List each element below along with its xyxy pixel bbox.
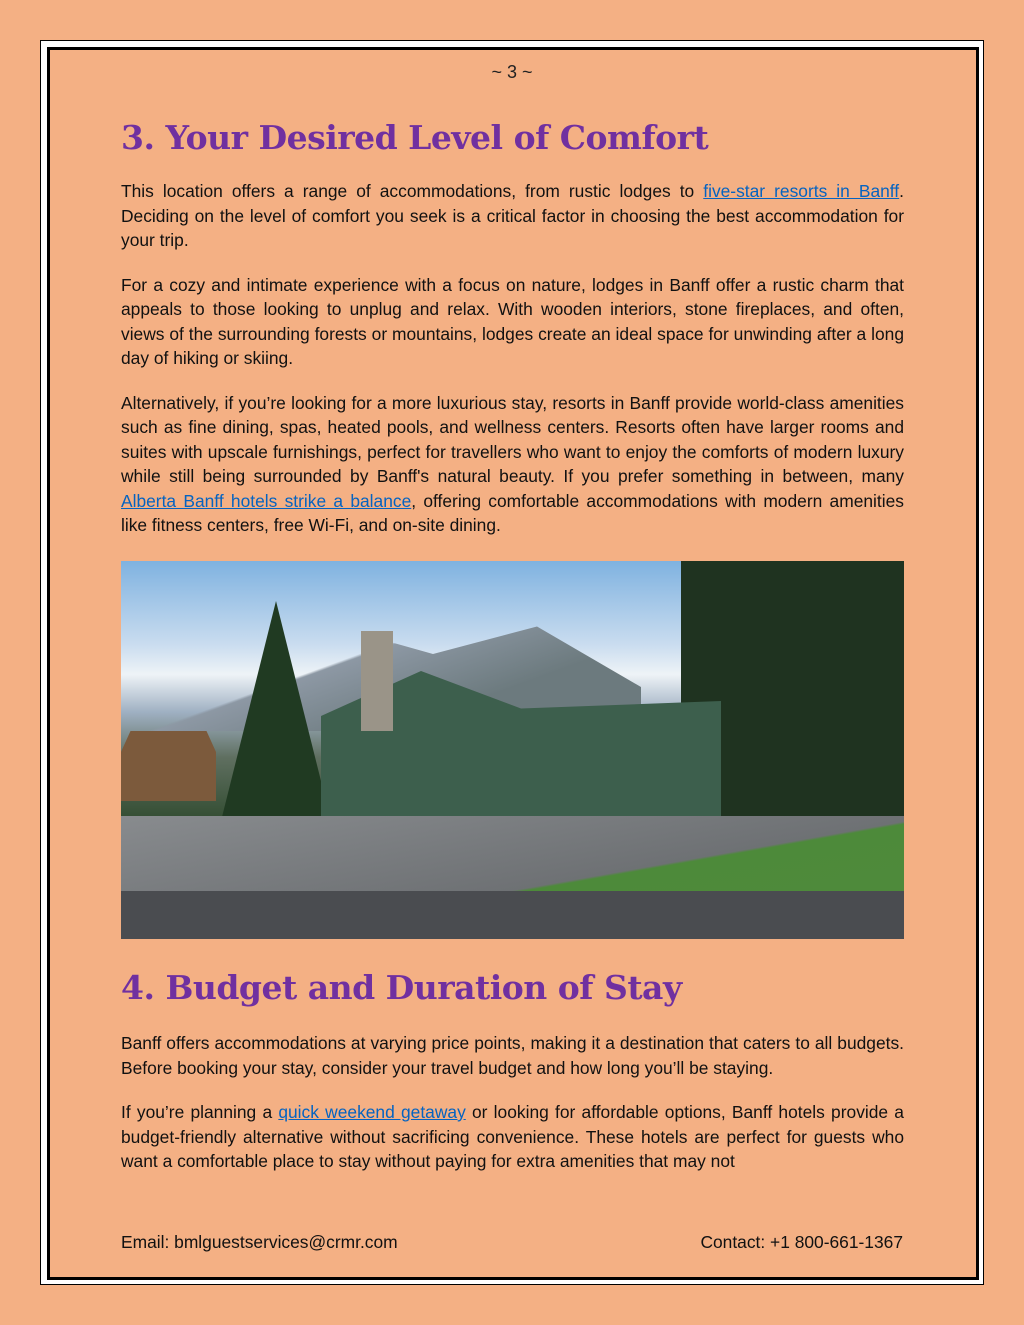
five-star-resorts-link[interactable]: five-star resorts in Banff xyxy=(703,181,900,201)
text: . Deciding on the level of comfort you seek is a critical factor in choosing the best accommodation for your trip. xyxy=(121,181,904,250)
footer-email: Email: bmlguestservices@crmr.com xyxy=(121,1232,398,1252)
section-3-paragraph-3 xyxy=(121,391,904,538)
section-4-paragraph-2 xyxy=(121,1100,904,1174)
text: , offering comfortable accommodations with modern amenities like fitness centers, free Wi-Fi, and on-site dining. xyxy=(121,490,904,535)
lodge-hikers-photo xyxy=(121,561,904,939)
road xyxy=(121,891,904,939)
section-3-heading: 3. Your Desired Level of Comfort xyxy=(121,118,709,157)
section-3-paragraph-1 xyxy=(121,179,904,253)
page-number: ~ 3 ~ xyxy=(491,62,533,82)
text: or looking for affordable options, Banff hotels provide a budget-friendly alternative without sacrificing convenience. These hotels are perfect for guests who want a comfortable place to stay without paying for extra amenities that may not xyxy=(121,1102,904,1171)
section-3 xyxy=(121,118,904,538)
footer-contact: Contact: +1 800-661-1367 xyxy=(700,1232,903,1252)
section-3-paragraph-2: For a cozy and intimate experience with a focus on nature, lodges in Banff offer a rustic charm that appeals to those looking to unplug and relax. With wooden interiors, stone fireplaces, and often, views of the surrounding forests or mountains, lodges create an ideal space for unwinding after a long day of hiking or skiing. xyxy=(121,274,904,368)
quick-weekend-getaway-link[interactable]: quick weekend getaway xyxy=(278,1102,466,1122)
section-4 xyxy=(121,968,904,1174)
text: This location offers a range of accommodations, from rustic lodges to xyxy=(121,181,704,201)
section-4-heading: 4. Budget and Duration of Stay xyxy=(121,968,682,1007)
gazebo xyxy=(121,731,216,801)
text: Alternatively, if you’re looking for a more luxurious stay, resorts in Banff provide world-class amenities such as fine dining, spas, heated pools, and wellness centers. Resorts often have larger rooms and suites with upscale furnishings, perfect for travellers who want to enjoy the comforts of modern luxury while still being surrounded by Banff's natural beauty. If you prefer something in between, many xyxy=(121,392,904,486)
alberta-banff-hotels-link[interactable]: Alberta Banff hotels strike a balance xyxy=(121,490,412,511)
text: If you’re planning a xyxy=(121,1102,279,1122)
section-4-paragraph-1: Banff offers accommodations at varying price points, making it a destination that caters to all budgets. Before booking your stay, consider your travel budget and how long you’ll be staying. xyxy=(121,1033,904,1078)
stone-chimney xyxy=(361,631,393,731)
